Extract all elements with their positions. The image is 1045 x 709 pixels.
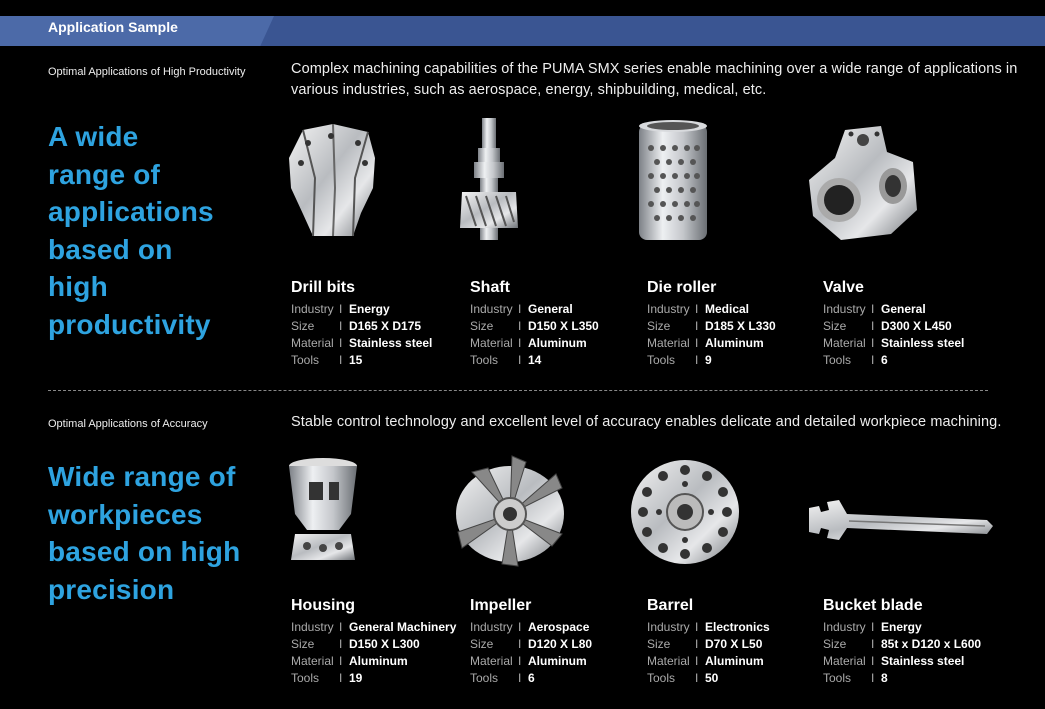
item-specs (291, 619, 456, 687)
spec-industry: Industry I Medical (647, 302, 750, 316)
spec-material: Material I Aluminum (470, 336, 587, 350)
item-name: Bucket blade (823, 597, 923, 614)
item-name: Shaft (470, 279, 510, 296)
spec-tools: Tools I 8 (823, 671, 888, 685)
bucket-blade-icon (807, 488, 997, 548)
spec-material: Material I Stainless steel (823, 654, 965, 668)
spec-size: Size I D120 X L80 (470, 637, 593, 651)
item-specs (647, 301, 776, 369)
section-subtitle: Optimal Applications of Accuracy (48, 418, 208, 430)
spec-tools: Tools I 6 (470, 671, 535, 685)
spec-industry: Industry I General Machinery (291, 620, 457, 634)
die-roller-icon (629, 118, 749, 243)
barrel-icon (629, 454, 749, 579)
item-specs (647, 619, 770, 687)
spec-material: Material I Aluminum (647, 654, 764, 668)
spec-material: Material I Aluminum (291, 654, 408, 668)
item-specs (291, 301, 432, 369)
section-description: Stable control technology and excellent level of accuracy enables delicate and detailed workpiece machining. (291, 414, 1002, 430)
spec-tools: Tools I 14 (470, 353, 542, 367)
header-tab-label: Application Sample (48, 19, 178, 35)
spec-size: Size I D150 X L350 (470, 319, 599, 333)
spec-tools: Tools I 15 (291, 353, 363, 367)
spec-industry: Industry I Energy (823, 620, 922, 634)
housing-icon (273, 454, 393, 579)
spec-material: Material I Aluminum (647, 336, 764, 350)
item-name: Housing (291, 597, 355, 614)
impeller-icon (452, 452, 572, 577)
spec-tools: Tools I 6 (823, 353, 888, 367)
item-name: Valve (823, 279, 864, 296)
spec-material: Material I Stainless steel (823, 336, 965, 350)
section-description: Complex machining capabilities of the PUMA SMX series enable machining over a wide range of applications in various industries, such as aerospace, energy, shipbuilding, medical, etc. (291, 61, 1018, 98)
section-accuracy (0, 388, 1045, 709)
spec-size: Size I D150 X L300 (291, 637, 420, 651)
shaft-icon (452, 118, 572, 243)
spec-industry: Industry I Energy (291, 302, 390, 316)
item-name: Impeller (470, 597, 532, 614)
spec-tools: Tools I 50 (647, 671, 719, 685)
section-headline: Wide range of workpieces based on high precision (48, 461, 241, 605)
spec-material: Material I Stainless steel (291, 336, 433, 350)
item-name: Barrel (647, 597, 694, 614)
item-name: Drill bits (291, 279, 356, 296)
item-specs (470, 619, 592, 687)
spec-industry: Industry I Aerospace (470, 620, 590, 634)
spec-industry: Industry I General (823, 302, 926, 316)
spec-industry: Industry I Electronics (647, 620, 770, 634)
spec-material: Material I Aluminum (470, 654, 587, 668)
item-specs (470, 301, 599, 369)
valve-icon (805, 122, 925, 247)
spec-tools: Tools I 19 (291, 671, 363, 685)
drill-bit-icon (273, 118, 393, 243)
spec-tools: Tools I 9 (647, 353, 712, 367)
spec-size: Size I D70 X L50 (647, 637, 763, 651)
section-subtitle: Optimal Applications of High Productivity (48, 66, 246, 78)
item-specs (823, 619, 981, 687)
section-headline: A wide range of applications based on high productivity (48, 121, 214, 340)
spec-size: Size I D185 X L330 (647, 319, 776, 333)
item-name: Die roller (647, 279, 717, 296)
spec-size: Size I D165 X D175 (291, 319, 422, 333)
spec-size: Size I 85t x D120 x L600 (823, 637, 982, 651)
item-specs (823, 301, 964, 369)
spec-size: Size I D300 X L450 (823, 319, 952, 333)
spec-industry: Industry I General (470, 302, 573, 316)
